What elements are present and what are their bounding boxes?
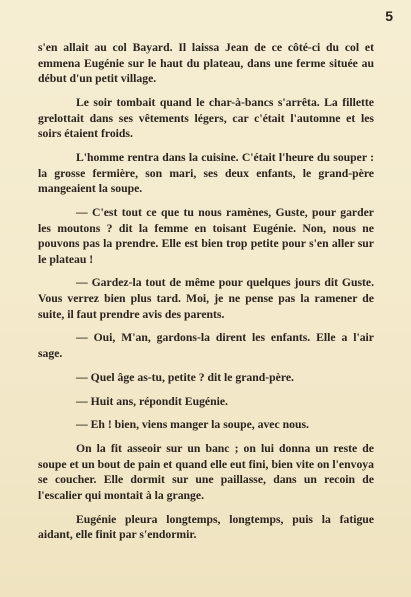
paragraph-dialogue: — Quel âge as-tu, petite ? dit le grand-père. — [76, 370, 294, 384]
paragraph-dialogue: — Eh ! bien, viens manger la soupe, avec nous. — [76, 418, 309, 432]
paragraph-continuation: s'en allait au col Bayard. Il laissa Jean de ce côté-ci du col et emmena Eugénie sur le haut du plateau, dans une ferme située au début d'un petit village. — [38, 41, 374, 86]
paragraph: On la fit asseoir sur un banc ; on lui donna un reste de soupe et un bout de pain et quand elle eut fini, bien vite on l'envoya se coucher. Elle dormit sur une paillasse, dans un recoin de l'escalier qui montait à la grange. — [38, 442, 374, 502]
paragraph-dialogue: — Huit ans, répondit Eugénie. — [76, 394, 228, 408]
paragraph-dialogue: — Oui, M'an, gardons-la dirent les enfants. Elle a l'air sage. — [38, 331, 374, 361]
page-text — [38, 40, 374, 551]
page-number: 5 — [385, 8, 393, 24]
paragraph: L'homme rentra dans la cuisine. C'était l'heure du souper : la grosse fermière, son mari, ses deux enfants, le grand-père mangeaient la soupe. — [38, 150, 374, 196]
paragraph: Eugénie pleura longtemps, longtemps, puis la fatigue aidant, elle finit par s'endormir. — [38, 512, 374, 542]
paragraph-dialogue: — C'est tout ce que tu nous ramènes, Guste, pour garder les moutons ? dit la femme en toisant Eugénie. Non, nous ne pouvons pas la prendre. Elle est bien trop petite pour s'en aller sur le plateau ! — [38, 205, 374, 266]
paragraph: Le soir tombait quand le char-à-bancs s'arrêta. La fillette grelottait dans ses vêtements légers, car c'était l'automne et les soirs étaient froids. — [38, 95, 374, 141]
paragraph-dialogue: — Gardez-la tout de même pour quelques jours dit Guste. Vous verrez bien plus tard. Moi, je ne pense pas la ramener de suite, il faut prendre avis des parents. — [38, 276, 374, 321]
